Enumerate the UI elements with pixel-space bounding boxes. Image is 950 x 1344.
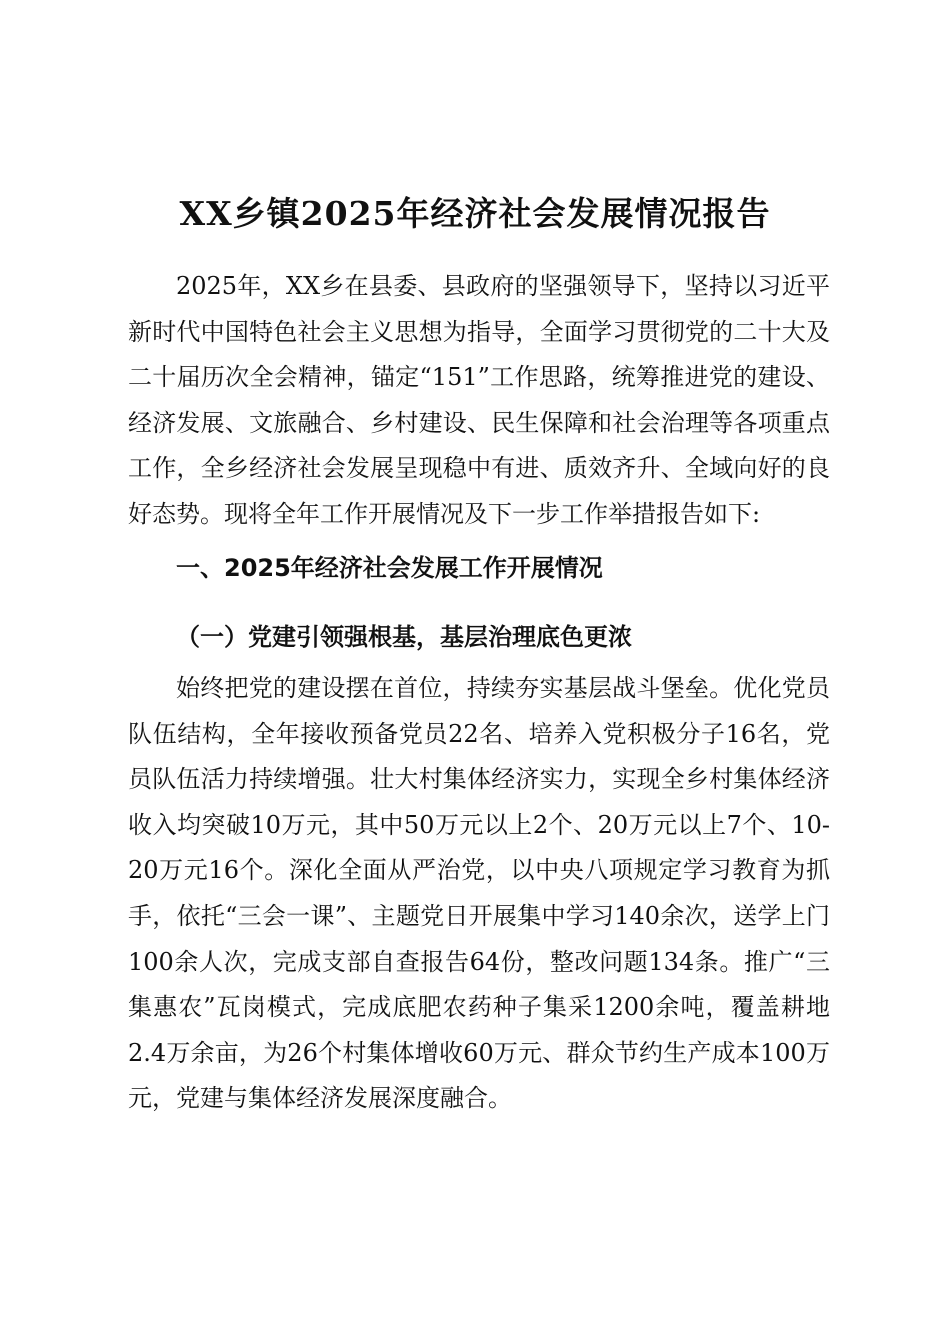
document-title: XX乡镇2025年经济社会发展情况报告 (179, 194, 771, 234)
intro-paragraph: 2025年，XX乡在县委、县政府的坚强领导下，坚持以习近平新时代中国特色社会主义思想为指导，全面学习贯彻党的二十大及二十届历次全会精神，锚定“151”工作思路，统筹推进党的建设、经济发展、文旅融合、乡村建设、民生保障和社会治理等各项重点工作，全乡经济社会发展呈现稳中有进、质效齐升、全域向好的良好态势。现将全年工作开展情况及下一步工作举措报告如下: (128, 272, 830, 528)
subsection-heading: （一）党建引领强根基，基层治理底色更浓 (176, 622, 632, 651)
body-paragraph: 始终把党的建设摆在首位，持续夯实基层战斗堡垒。优化党员队伍结构，全年接收预备党员22名、培养入党积极分子16名，党员队伍活力持续增强。壮大村集体经济实力，实现全乡村集体经济收入均突破10万元，其中50万元以上2个、20万元以上7个、10-20万元16个。深化全面从严治党，以中央八项规定学习教育为抓手，依托“三会一课”、主题党日开展集中学习140余次，送学上门100余人次，完成支部自查报告64份，整改问题134条。推广“三集惠农”瓦岗模式，完成底肥农药种子集采1200余吨，覆盖耕地2.4万余亩，为26个村集体增收60万元、群众节约生产成本100万元，党建与集体经济发展深度融合。 (128, 674, 830, 1113)
section-heading: 一、2025年经济社会发展工作开展情况 (176, 554, 603, 582)
